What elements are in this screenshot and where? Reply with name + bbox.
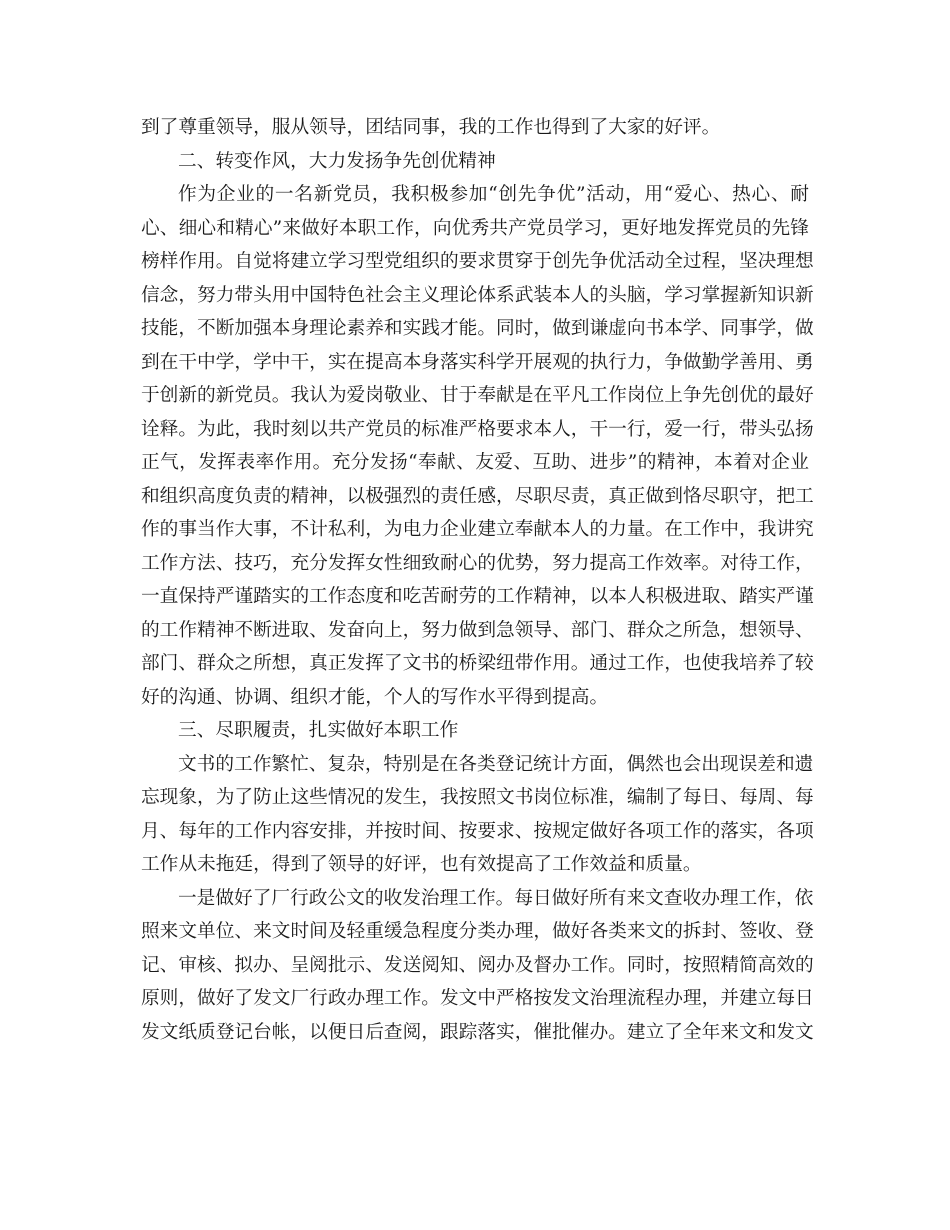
text-line: 和组织高度负责的精神，以极强烈的责任感，尽职尽责，真正做到恪尽职守，把工 bbox=[141, 485, 814, 507]
text-line: 好的沟通、协调、组织才能，个人的写作水平得到提高。 bbox=[141, 686, 609, 708]
text-line: 诠释。为此，我时刻以共产党员的标准严格要求本人，干一行，爱一行，带头弘扬 bbox=[141, 418, 814, 440]
section-heading-2: 二、转变作风，大力发扬争先创优精神 bbox=[178, 150, 496, 172]
text-line: 到在干中学，学中干，实在提高本身落实科学开展观的执行力，争做勤学善用、勇 bbox=[141, 351, 814, 373]
text-line: 照来文单位、来文时间及轻重缓急程度分类办理，做好各类来文的拆封、签收、登 bbox=[141, 921, 814, 942]
text-line: 发文纸质登记台帐，以便日后查阅，跟踪落实，催批催办。建立了全年来文和发文 bbox=[141, 1021, 814, 1043]
text-line: 一直保持严谨踏实的工作态度和吃苦耐劳的工作精神，以本人积极进取、踏实严谨 bbox=[141, 586, 814, 607]
text-line: 作的事当作大事，不计私利，为电力企业建立奉献本人的力量。在工作中，我讲究 bbox=[141, 519, 814, 540]
text-line: 月、每年的工作内容安排，并按时间、按要求、按规定做好各项工作的落实，各项 bbox=[141, 820, 814, 842]
text-line: 信念，努力带头用中国特色社会主义理论体系武装本人的头脑，学习掌握新知识新 bbox=[141, 284, 814, 306]
text-line: 技能，不断加强本身理论素养和实践才能。同时，做到谦虚向书本学、同事学，做 bbox=[141, 318, 814, 339]
text-line: 原则，做好了发文厂行政办理工作。发文中严格按发文治理流程办理，并建立每日 bbox=[141, 988, 814, 1009]
text-line: 忘现象，为了防止这些情况的发生，我按照文书岗位标准，编制了每日、每周、每 bbox=[141, 787, 814, 808]
paragraph-first-line: 作为企业的一名新党员，我积极参加“创先争优”活动，用“爱心、热心、耐 bbox=[178, 184, 809, 205]
document-body bbox=[141, 111, 814, 1049]
paragraph-first-line: 一是做好了厂行政公文的收发治理工作。每日做好所有来文查收办理工作，依 bbox=[178, 887, 814, 909]
text-line: 心、细心和精心”来做好本职工作，向优秀共产党员学习，更好地发挥党员的先锋 bbox=[141, 217, 809, 239]
text-line: 的工作精神不断进取、发奋向上，努力做到急领导、部门、群众之所急，想领导、 bbox=[141, 619, 814, 641]
text-line: 正气，发挥表率作用。充分发扬“奉献、友爱、互助、进步”的精神，本着对企业 bbox=[141, 452, 809, 473]
text-line: 记、审核、拟办、呈阅批示、发送阅知、阅办及督办工作。同时，按照精简高效的 bbox=[141, 954, 814, 976]
text-line: 部门、群众之所想，真正发挥了文书的桥梁纽带作用。通过工作，也使我培养了较 bbox=[141, 653, 814, 674]
text-line: 工作方法、技巧，充分发挥女性细致耐心的优势，努力提高工作效率。对待工作， bbox=[141, 552, 814, 574]
text-line: 榜样作用。自觉将建立学习型党组织的要求贯穿于创先争优活动全过程，坚决理想 bbox=[141, 251, 814, 272]
paragraph-first-line: 文书的工作繁忙、复杂，特别是在各类登记统计方面，偶然也会出现误差和遗 bbox=[178, 753, 814, 775]
text-line: 工作从未拖廷，得到了领导的好评，也有效提高了工作效益和质量。 bbox=[141, 854, 702, 875]
text-line: 到了尊重领导，服从领导，团结同事，我的工作也得到了大家的好评。 bbox=[141, 117, 721, 138]
text-line: 于创新的新党员。我认为爱岗敬业、甘于奉献是在平凡工作岗位上争先创优的最好 bbox=[141, 385, 814, 406]
section-heading-3: 三、尽职履责，扎实做好本职工作 bbox=[178, 720, 459, 741]
